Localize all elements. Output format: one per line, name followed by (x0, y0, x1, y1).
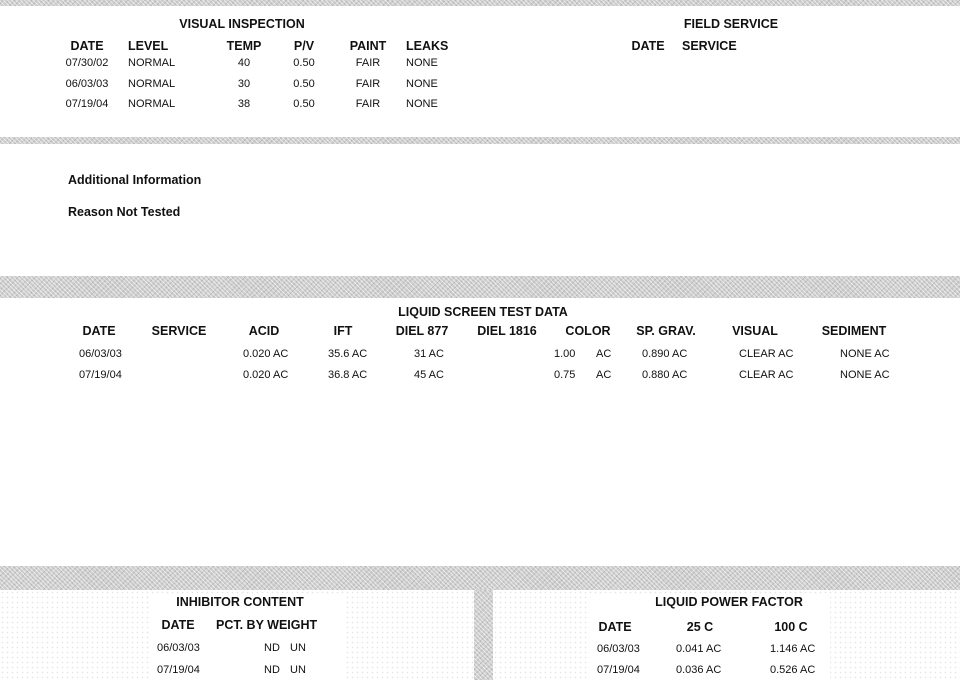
cell-date: 06/03/03 (65, 78, 109, 90)
cell-diel-877: 45 AC (414, 369, 444, 381)
column-header: SP. GRAV. (636, 324, 696, 338)
cell-100c: 0.526 AC (770, 664, 816, 676)
cell-pv: 0.50 (293, 98, 315, 110)
cell-value: ND (264, 642, 280, 654)
column-header: VISUAL (732, 324, 778, 338)
cell-date: 06/03/03 (157, 642, 200, 654)
section-title: FIELD SERVICE (683, 17, 779, 31)
column-header: TEMP (226, 39, 262, 53)
column-header: SEDIMENT (821, 324, 887, 338)
section-separator-band (474, 590, 493, 680)
cell-ift: 36.8 AC (328, 369, 368, 381)
column-header: SERVICE (151, 324, 207, 338)
cell-color: 0.75 (554, 369, 576, 381)
cell-visual: CLEAR AC (739, 348, 794, 360)
cell-value: ND (264, 664, 280, 676)
top-divider-band (0, 0, 960, 6)
cell-unit: UN (290, 664, 306, 676)
section-title: VISUAL INSPECTION (179, 17, 305, 31)
column-header: ACID (248, 324, 280, 338)
cell-date: 07/19/04 (597, 664, 640, 676)
column-header: DATE (598, 620, 632, 634)
cell-level: NORMAL (128, 57, 176, 69)
cell-ift: 35.6 AC (328, 348, 368, 360)
cell-sediment: NONE AC (840, 348, 890, 360)
column-header: DIEL 1816 (477, 324, 537, 338)
section-title: LIQUID SCREEN TEST DATA (398, 305, 568, 319)
cell-diel-877: 31 AC (414, 348, 444, 360)
cell-visual: CLEAR AC (739, 369, 794, 381)
cell-sp-grav: 0.890 AC (642, 348, 688, 360)
column-header: DIEL 877 (395, 324, 449, 338)
cell-temp: 38 (237, 98, 251, 110)
cell-leaks: NONE (406, 98, 438, 110)
cell-date: 07/19/04 (65, 98, 109, 110)
column-header: DATE (631, 39, 665, 53)
cell-temp: 40 (237, 57, 251, 69)
cell-leaks: NONE (406, 78, 438, 90)
cell-leaks: NONE (406, 57, 438, 69)
column-header: P/V (293, 39, 315, 53)
section-title: LIQUID POWER FACTOR (655, 595, 803, 609)
column-header: DATE (161, 618, 195, 632)
cell-sediment: NONE AC (840, 369, 890, 381)
column-header: PAINT (349, 39, 387, 53)
cell-date: 06/03/03 (79, 348, 122, 360)
cell-temp: 30 (237, 78, 251, 90)
cell-date: 07/19/04 (79, 369, 122, 381)
cell-100c: 1.146 AC (770, 643, 816, 655)
cell-level: NORMAL (128, 98, 176, 110)
column-header: DATE (82, 324, 116, 338)
cell-color-flag: AC (596, 348, 612, 360)
cell-acid: 0.020 AC (243, 369, 289, 381)
column-header: LEVEL (128, 39, 169, 53)
column-header: LEAKS (406, 39, 449, 53)
column-header: 25 C (686, 620, 714, 634)
cell-unit: UN (290, 642, 306, 654)
cell-acid: 0.020 AC (243, 348, 289, 360)
cell-pv: 0.50 (293, 57, 315, 69)
cell-level: NORMAL (128, 78, 176, 90)
column-header: DATE (70, 39, 104, 53)
cell-pv: 0.50 (293, 78, 315, 90)
column-header: COLOR (565, 324, 611, 338)
cell-date: 07/19/04 (157, 664, 200, 676)
cell-date: 07/30/02 (65, 57, 109, 69)
reason-not-tested-label: Reason Not Tested (68, 205, 181, 219)
divider-band (0, 276, 960, 298)
column-header: SERVICE (682, 39, 737, 53)
column-header: PCT. BY WEIGHT (216, 618, 318, 632)
column-header: 100 C (774, 620, 808, 634)
cell-paint: FAIR (355, 98, 381, 110)
divider-band (0, 137, 960, 144)
cell-25c: 0.036 AC (676, 664, 722, 676)
section-title: INHIBITOR CONTENT (176, 595, 304, 609)
inhibitor-content-section (0, 590, 474, 680)
cell-color: 1.00 (554, 348, 576, 360)
additional-information-label: Additional Information (68, 173, 202, 187)
cell-paint: FAIR (355, 78, 381, 90)
cell-sp-grav: 0.880 AC (642, 369, 688, 381)
cell-25c: 0.041 AC (676, 643, 722, 655)
cell-date: 06/03/03 (597, 643, 640, 655)
liquid-power-factor-section (493, 590, 960, 680)
divider-band (0, 566, 960, 590)
cell-paint: FAIR (355, 57, 381, 69)
cell-color-flag: AC (596, 369, 612, 381)
column-header: IFT (333, 324, 353, 338)
